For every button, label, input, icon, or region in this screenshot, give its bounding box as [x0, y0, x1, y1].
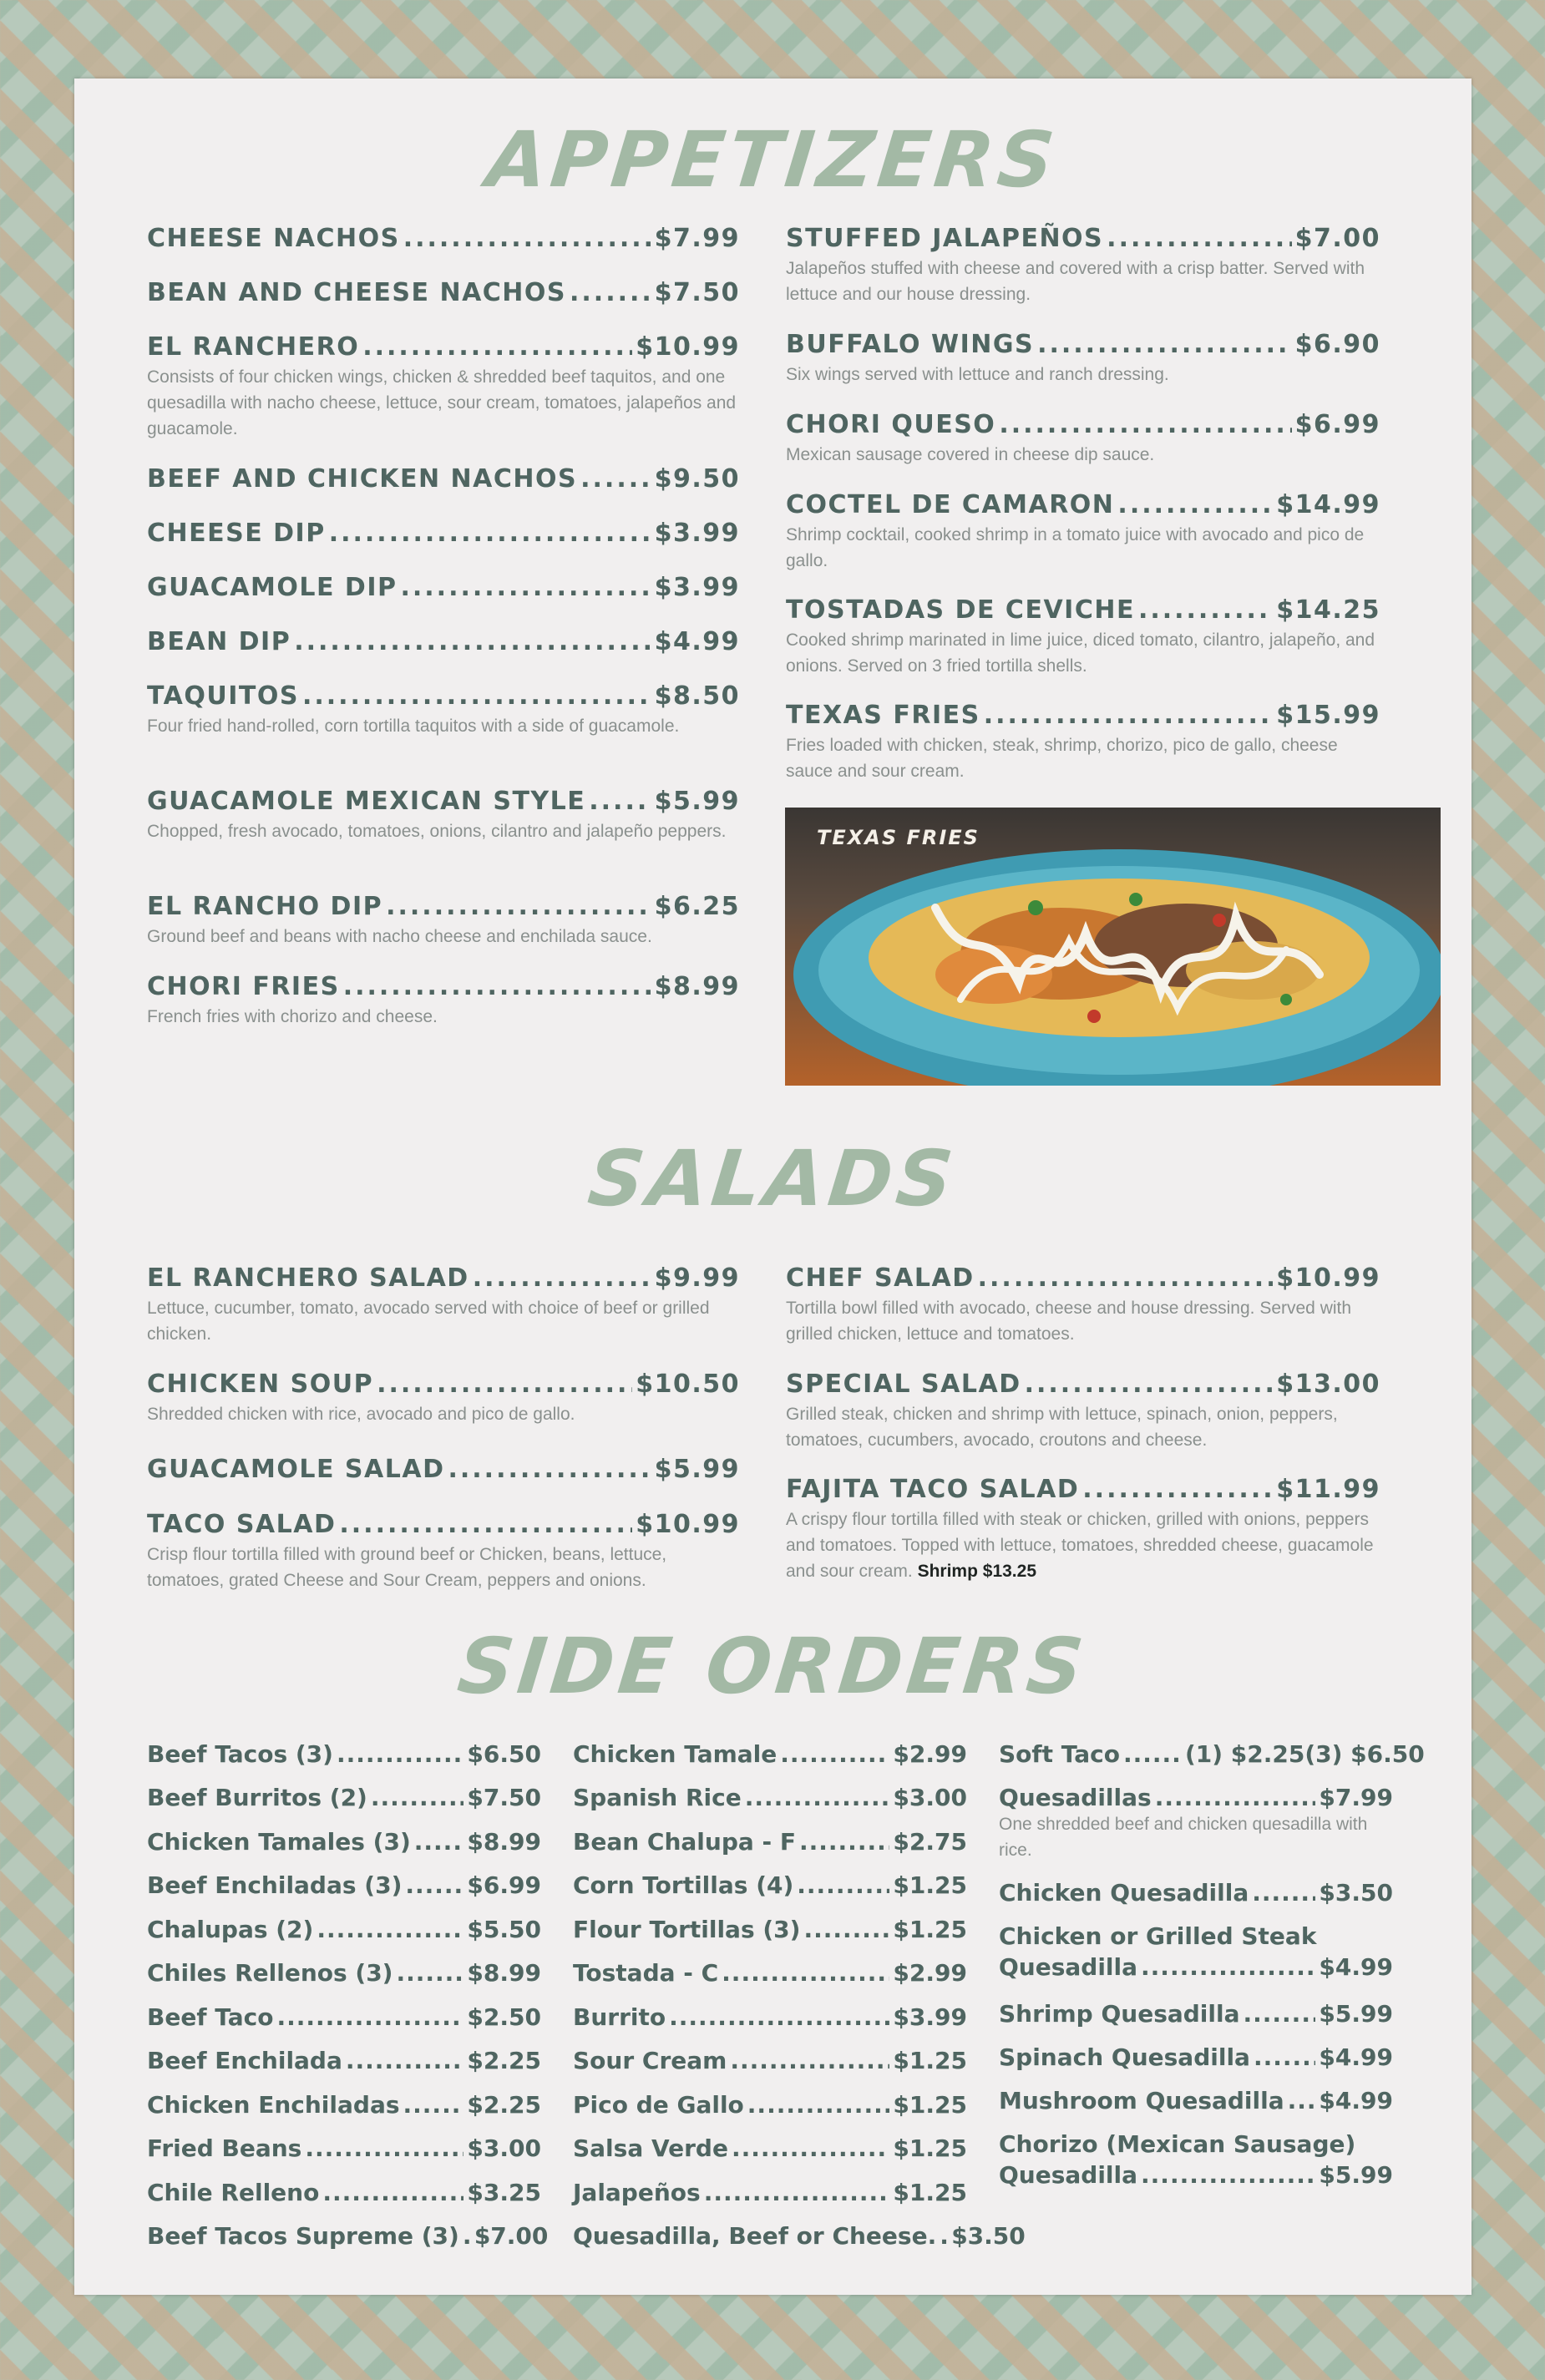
menu-item	[147, 332, 740, 442]
item-name: Jalapeños	[573, 2179, 701, 2206]
item-price: $6.50	[467, 1740, 541, 1768]
item-price: $9.50	[654, 464, 740, 494]
item-name: GUACAMOLE SALAD	[147, 1455, 445, 1484]
item-price: $3.50	[951, 2222, 1026, 2250]
item-price: $8.99	[654, 972, 740, 1001]
menu-item	[147, 464, 740, 494]
shrimp-upgrade-price: Shrimp $13.25	[917, 1562, 1036, 1581]
menu-item	[147, 2222, 549, 2250]
menu-item	[999, 2130, 1393, 2189]
item-description: Crisp flour tortilla filled with ground beef or Chicken, beans, lettuce, tomatoes, grated Cheese and Sour Cream, peppers and onions.	[147, 1545, 667, 1590]
item-name: Chile Relleno	[147, 2179, 320, 2206]
item-price: $4.99	[1319, 2043, 1393, 2071]
item-name: TACO SALAD	[147, 1510, 337, 1539]
item-price: $6.25	[654, 892, 740, 921]
item-price: $4.99	[1319, 2087, 1393, 2114]
item-price: $3.99	[654, 519, 740, 548]
item-price: $8.99	[467, 1828, 541, 1856]
item-name: CHEESE DIP	[147, 519, 326, 548]
item-description: French fries with chorizo and cheese.	[147, 1007, 438, 1026]
item-description: Ground beef and beans with nacho cheese and enchilada sauce.	[147, 927, 652, 946]
item-name: CHICKEN SOUP	[147, 1370, 374, 1399]
item-description: Mexican sausage covered in cheese dip sauce.	[786, 445, 1155, 464]
item-price: $2.99	[893, 1959, 967, 1987]
menu-item	[999, 2043, 1393, 2071]
menu-item	[147, 573, 740, 602]
item-price: $2.25	[467, 2091, 541, 2119]
item-name: Burrito	[573, 2003, 666, 2031]
item-price: $5.50	[467, 1916, 541, 1943]
menu-item	[147, 627, 740, 656]
menu-item	[786, 701, 1380, 784]
item-price: $5.99	[654, 1455, 740, 1484]
item-price: $5.99	[654, 787, 740, 816]
item-name: Beef Taco	[147, 2003, 274, 2031]
item-price: $3.50	[1319, 1879, 1393, 1907]
menu-item	[786, 330, 1380, 387]
menu-item	[147, 1370, 740, 1427]
item-name: EL RANCHO DIP	[147, 892, 383, 921]
item-price-single: (1) $2.25	[1184, 1740, 1305, 1768]
salads-heading: SALADS	[584, 1134, 961, 1223]
item-price: $4.99	[654, 627, 740, 656]
item-description	[786, 1506, 1380, 1584]
item-name: Pico de Gallo	[573, 2091, 744, 2119]
item-name: Quesadilla	[999, 1953, 1138, 1981]
item-description: Four fried hand-rolled, corn tortilla taquitos with a side of guacamole.	[147, 717, 680, 736]
menu-item	[147, 787, 740, 844]
menu-item	[786, 1475, 1380, 1584]
item-name: Quesadilla, Beef or Cheese.	[573, 2222, 937, 2250]
item-name: Flour Tortillas (3)	[573, 1916, 801, 1943]
menu-item	[147, 1959, 541, 1987]
menu-item	[786, 595, 1380, 679]
item-name: Corn Tortillas (4)	[573, 1871, 794, 1899]
item-description: Cooked shrimp marinated in lime juice, diced tomato, cilantro, jalapeño, and onions. Served on 3 fried tortilla shells.	[786, 630, 1375, 676]
item-description: Shredded chicken with rice, avocado and pico de gallo.	[147, 1405, 575, 1424]
menu-item	[999, 1740, 1425, 1768]
item-name: Fried Beans	[147, 2134, 302, 2162]
menu-item	[573, 1871, 967, 1899]
menu-item	[147, 2003, 541, 2031]
menu-item	[573, 2179, 967, 2206]
item-price: $6.99	[467, 1871, 541, 1899]
menu-item	[147, 1510, 740, 1593]
item-name: EL RANCHERO	[147, 332, 360, 362]
item-description: Six wings served with lettuce and ranch dressing.	[786, 365, 1169, 384]
menu-item	[147, 1871, 541, 1899]
menu-item	[573, 2134, 967, 2162]
item-price: $10.99	[636, 332, 740, 362]
item-description-text: A crispy flour tortilla filled with steak or chicken, grilled with onions, peppers and tomatoes. Topped with lettuce, tomatoes, shredded cheese, guacamole and sour cream.	[786, 1510, 1374, 1581]
item-price: $2.99	[893, 1740, 967, 1768]
item-price: $7.00	[474, 2222, 549, 2250]
item-name: Chalupas (2)	[147, 1916, 314, 1943]
item-description: Tortilla bowl filled with avocado, cheese and house dressing. Served with grilled chicken, lettuce and tomatoes.	[786, 1299, 1352, 1344]
item-price: $6.99	[1294, 410, 1380, 439]
menu-item	[999, 1922, 1393, 1981]
side-orders-heading: SIDE ORDERS	[453, 1622, 1092, 1711]
item-name: GUACAMOLE MEXICAN STYLE	[147, 787, 586, 816]
menu-item	[147, 1263, 740, 1347]
item-price: $3.00	[467, 2134, 541, 2162]
item-price: $1.25	[893, 2179, 967, 2206]
menu-item	[573, 1916, 967, 1943]
item-price: $6.90	[1294, 330, 1380, 359]
item-name: Beef Tacos (3)	[147, 1740, 333, 1768]
menu-item	[573, 1959, 967, 1987]
menu-item	[147, 1916, 541, 1943]
item-price: $1.25	[893, 2047, 967, 2074]
item-description: Fries loaded with chicken, steak, shrimp, chorizo, pico de gallo, cheese sauce and sour cream.	[786, 736, 1338, 781]
menu-item	[147, 2047, 541, 2074]
item-price: $9.99	[654, 1263, 740, 1293]
item-description: One shredded beef and chicken quesadilla with rice.	[999, 1815, 1368, 1860]
item-description: Jalapeños stuffed with cheese and covered with a crisp batter. Served with lettuce and our house dressing.	[786, 259, 1365, 304]
item-name: BEAN AND CHEESE NACHOS	[147, 278, 567, 307]
item-name: GUACAMOLE DIP	[147, 573, 398, 602]
item-name: Chicken Tamales (3)	[147, 1828, 411, 1856]
item-price: $10.50	[636, 1370, 740, 1399]
item-price: $11.99	[1276, 1475, 1380, 1504]
item-price: $14.99	[1276, 490, 1380, 519]
menu-item	[573, 1740, 967, 1768]
menu-item	[147, 1455, 740, 1484]
menu-item	[147, 1740, 541, 1768]
item-price: $15.99	[1276, 701, 1380, 730]
item-name: STUFFED JALAPEÑOS	[786, 224, 1104, 253]
item-price: $5.99	[1319, 2000, 1393, 2028]
menu-item	[999, 1784, 1393, 1863]
item-name: Salsa Verde	[573, 2134, 728, 2162]
item-price: $4.99	[1319, 1953, 1393, 1981]
item-name: BEEF AND CHICKEN NACHOS	[147, 464, 578, 494]
menu-item	[573, 2222, 1026, 2250]
item-price: $10.99	[636, 1510, 740, 1539]
menu-item	[147, 2134, 541, 2162]
item-price: $7.50	[467, 1784, 541, 1811]
item-name: Beef Tacos Supreme (3)	[147, 2222, 459, 2250]
menu-item	[573, 2047, 967, 2074]
menu-item	[786, 1263, 1380, 1347]
item-name: Chicken Quesadilla	[999, 1879, 1249, 1907]
item-price: $1.25	[893, 2091, 967, 2119]
menu-item	[147, 224, 740, 253]
item-name: TAQUITOS	[147, 681, 299, 711]
item-name: Sour Cream	[573, 2047, 727, 2074]
item-name: Beef Burritos (2)	[147, 1784, 367, 1811]
item-name: Tostada - C	[573, 1959, 719, 1987]
menu-item	[147, 892, 740, 949]
menu-item	[573, 2091, 967, 2119]
item-description: Lettuce, cucumber, tomato, avocado served with choice of beef or grilled chicken.	[147, 1299, 710, 1344]
menu-item	[786, 1370, 1380, 1453]
item-price: $2.75	[893, 1828, 967, 1856]
item-name: EL RANCHERO SALAD	[147, 1263, 469, 1293]
item-price: $3.25	[467, 2179, 541, 2206]
item-name: BUFFALO WINGS	[786, 330, 1035, 359]
menu-item	[786, 224, 1380, 307]
menu-item	[999, 2000, 1393, 2028]
item-name: Mushroom Quesadilla	[999, 2087, 1284, 2114]
menu-item	[147, 2091, 541, 2119]
menu-item	[147, 519, 740, 548]
item-price: $13.00	[1276, 1370, 1380, 1399]
item-description: Chopped, fresh avocado, tomatoes, onions, cilantro and jalapeño peppers.	[147, 822, 727, 841]
item-name: Chicken Enchiladas	[147, 2091, 400, 2119]
item-description: Shrimp cocktail, cooked shrimp in a tomato juice with avocado and pico de gallo.	[786, 525, 1365, 570]
menu-item	[999, 2087, 1393, 2114]
menu-item	[147, 1784, 541, 1811]
menu-item	[786, 410, 1380, 468]
item-price: $1.25	[893, 2134, 967, 2162]
menu-item	[147, 681, 740, 739]
item-name: Beef Enchiladas (3)	[147, 1871, 403, 1899]
item-name: Shrimp Quesadilla	[999, 2000, 1240, 2028]
item-name: TEXAS FRIES	[786, 701, 980, 730]
item-name: FAJITA TACO SALAD	[786, 1475, 1080, 1504]
item-name: Quesadilla	[999, 2161, 1138, 2189]
menu-item	[147, 972, 740, 1030]
item-name: Chiles Rellenos (3)	[147, 1959, 393, 1987]
item-price: $3.99	[654, 573, 740, 602]
item-price: $14.25	[1276, 595, 1380, 625]
item-name: SPECIAL SALAD	[786, 1370, 1021, 1399]
item-name: TOSTADAS DE CEVICHE	[786, 595, 1135, 625]
item-price: $2.25	[467, 2047, 541, 2074]
item-name: CHEESE NACHOS	[147, 224, 400, 253]
menu-item	[999, 1879, 1393, 1907]
item-name: Spinach Quesadilla	[999, 2043, 1250, 2071]
menu-item	[573, 1828, 967, 1856]
item-price: $3.00	[893, 1784, 967, 1811]
menu-item	[147, 2179, 541, 2206]
item-price: $8.50	[654, 681, 740, 711]
item-price: $10.99	[1276, 1263, 1380, 1293]
item-price: $1.25	[893, 1916, 967, 1943]
item-price: $7.50	[654, 278, 740, 307]
item-name-line1: Chicken or Grilled Steak	[999, 1922, 1317, 1950]
item-price: $7.99	[654, 224, 740, 253]
menu-item	[573, 2003, 967, 2031]
item-price: $3.99	[893, 2003, 967, 2031]
item-price: $1.25	[893, 1871, 967, 1899]
item-name-line1: Chorizo (Mexican Sausage)	[999, 2130, 1356, 2158]
menu-item	[147, 1828, 541, 1856]
item-name: Soft Taco	[999, 1740, 1120, 1768]
appetizers-heading: APPETIZERS	[483, 115, 1062, 205]
item-name: CHORI FRIES	[147, 972, 340, 1001]
item-price: $7.00	[1294, 224, 1380, 253]
item-name: Chicken Tamale	[573, 1740, 778, 1768]
item-name: Beef Enchilada	[147, 2047, 342, 2074]
item-name: CHORI QUESO	[786, 410, 996, 439]
item-name: Spanish Rice	[573, 1784, 742, 1811]
item-name: Quesadillas	[999, 1784, 1152, 1811]
item-description: Consists of four chicken wings, chicken & shredded beef taquitos, and one quesadilla with nacho cheese, lettuce, sour cream, tomatoes, jalapeños and guacamole.	[147, 367, 737, 438]
item-price: $5.99	[1319, 2161, 1393, 2189]
photo-label: TEXAS FRIES	[817, 826, 980, 849]
item-description: Grilled steak, chicken and shrimp with lettuce, spinach, onion, peppers, tomatoes, cucumbers, avocado, croutons and cheese.	[786, 1405, 1338, 1450]
item-price-three: (3) $6.50	[1304, 1740, 1425, 1768]
item-name: Bean Chalupa - F	[573, 1828, 796, 1856]
item-price: $8.99	[467, 1959, 541, 1987]
item-price: $2.50	[467, 2003, 541, 2031]
item-name: CHEF SALAD	[786, 1263, 975, 1293]
texas-fries-photo	[785, 808, 1441, 1086]
menu-item	[147, 278, 740, 307]
item-price: $7.99	[1319, 1784, 1393, 1811]
item-name: BEAN DIP	[147, 627, 291, 656]
item-name: COCTEL DE CAMARON	[786, 490, 1115, 519]
menu-item	[573, 1784, 967, 1811]
menu-item	[786, 490, 1380, 574]
